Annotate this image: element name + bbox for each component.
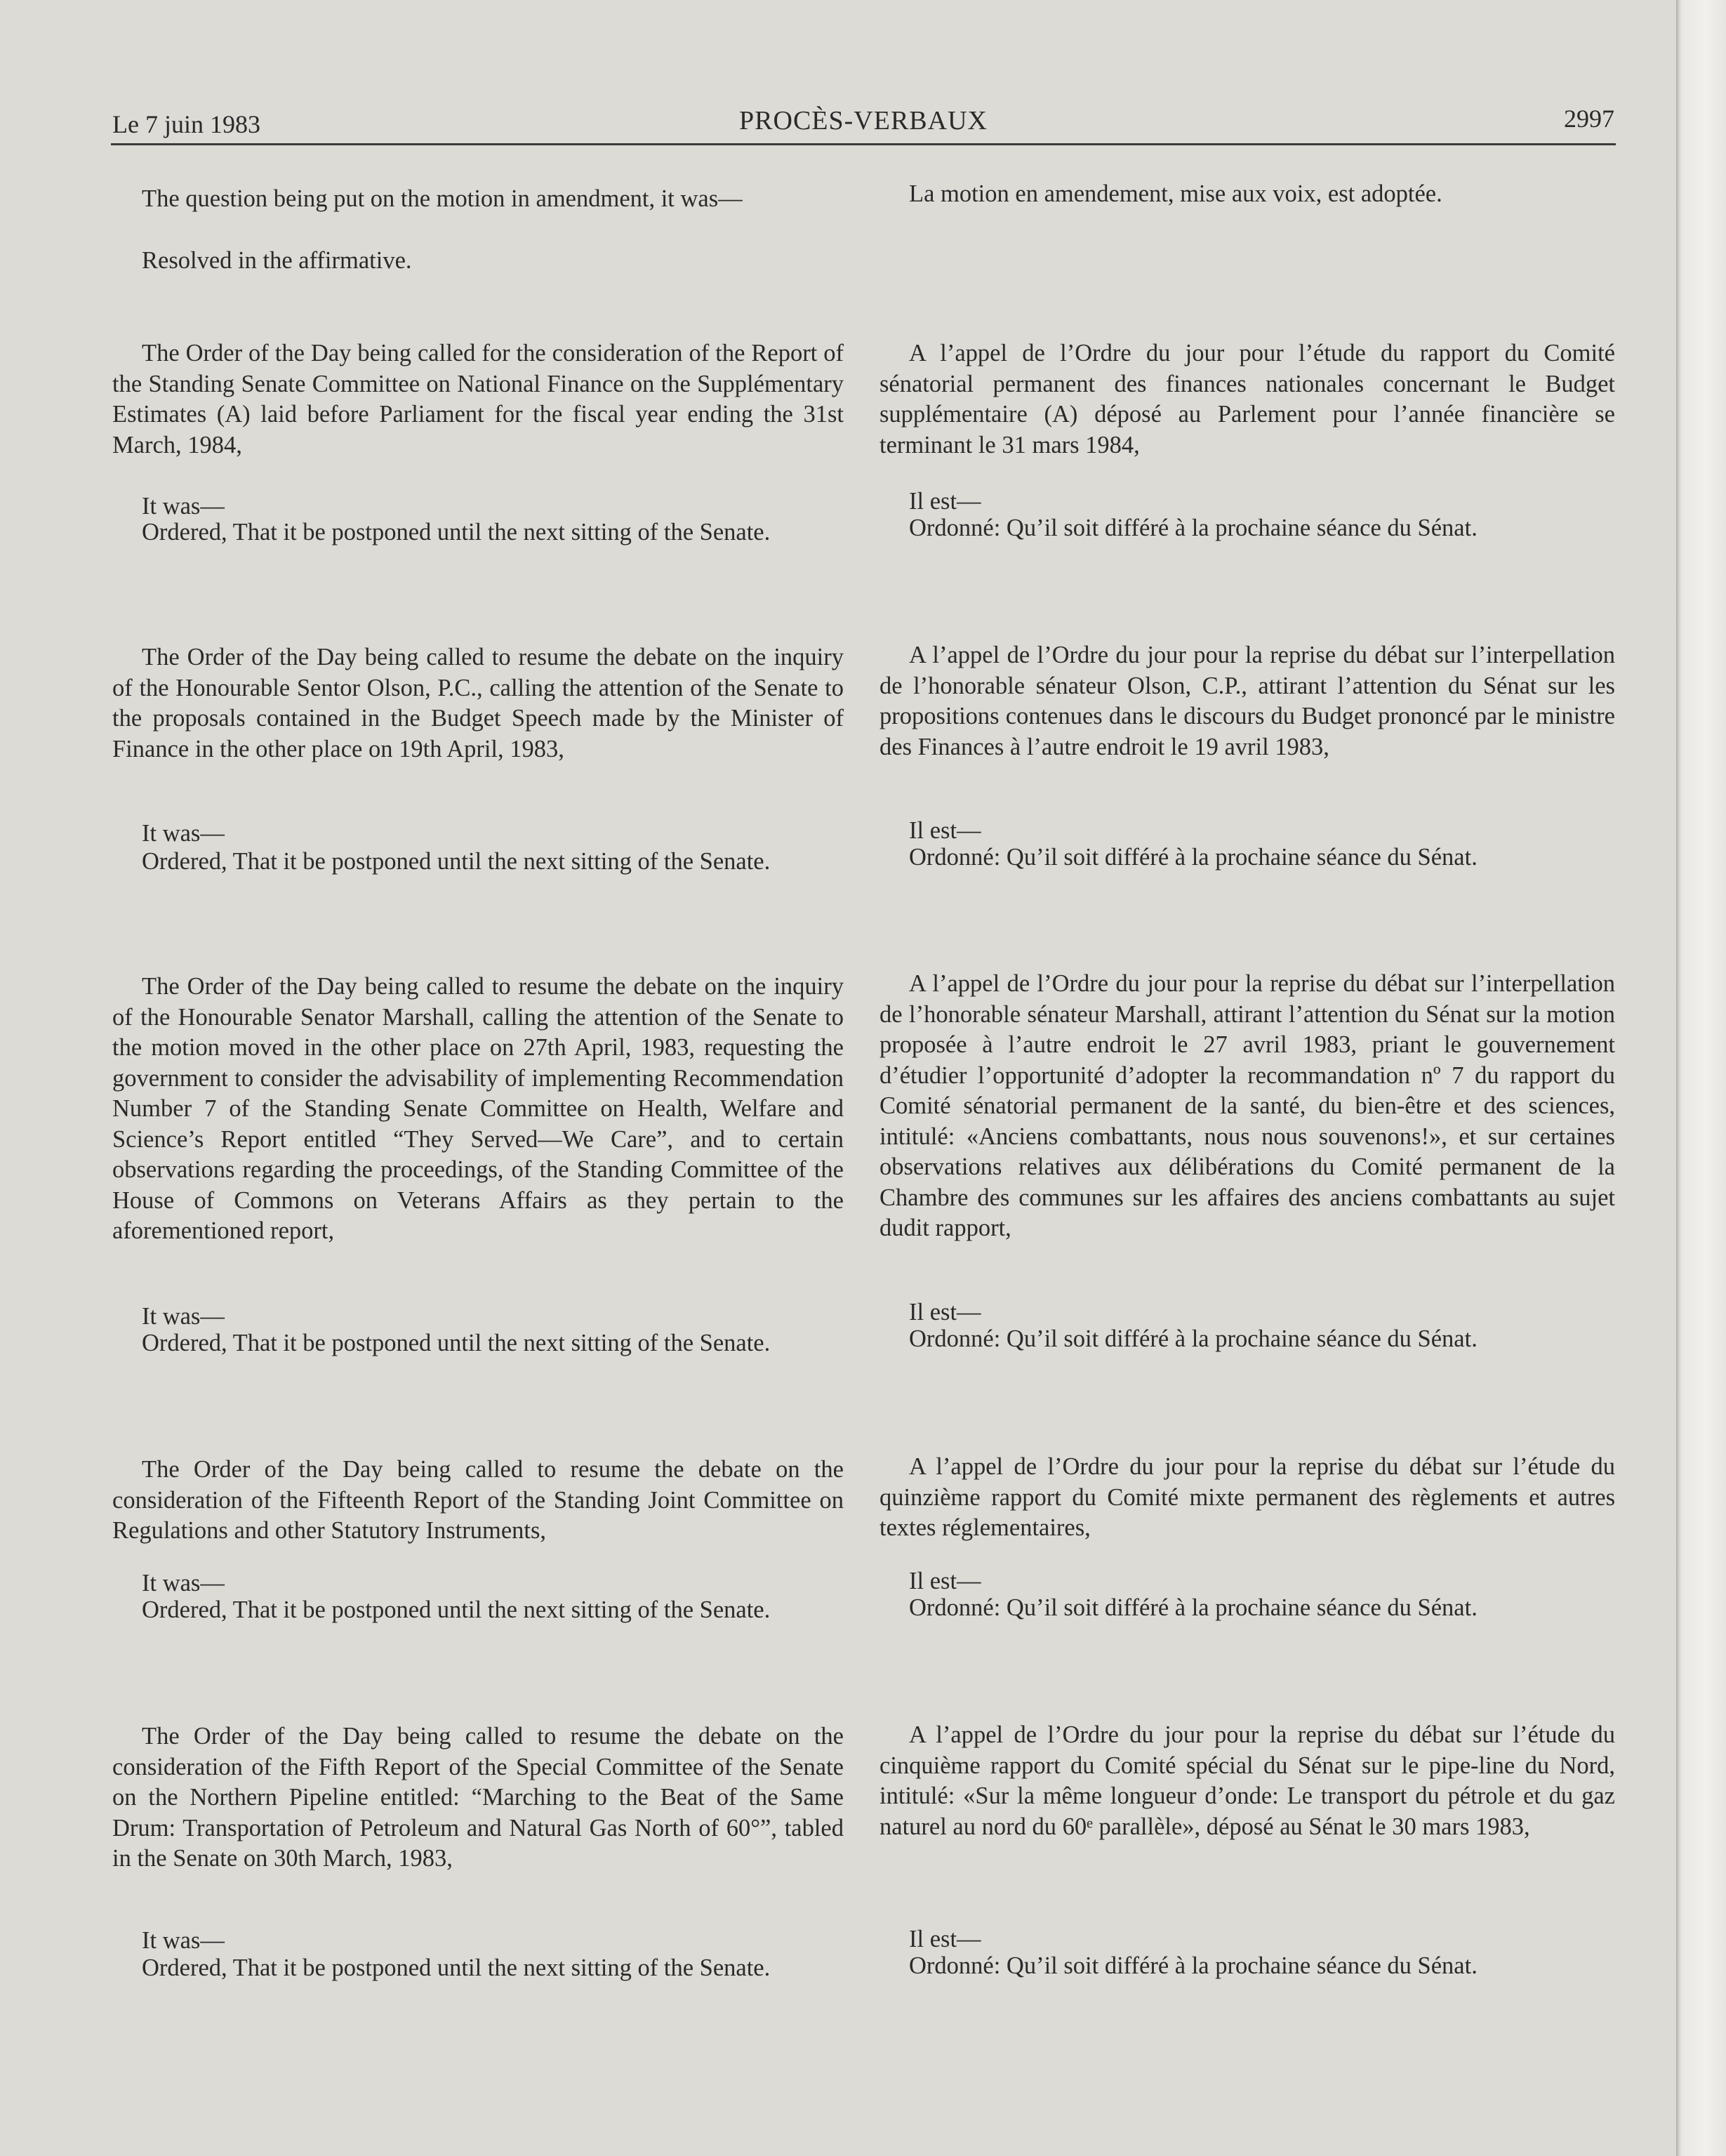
header-title: PROCÈS-VERBAUX xyxy=(739,106,988,135)
appel-ordre-du-jour-paragraph: A l’appel de l’Ordre du jour pour l’étude du rapport du Comité sénatorial permanent des finances nationales concernant le Budget supplémentaire (A) déposé au Parlement pour l’année financière se terminant le 31 mars 1984, xyxy=(879,340,1615,458)
motion-adoptee: La motion en amendement, mise aux voix, est adoptée. xyxy=(909,180,1442,207)
ordered-postponed: Ordered, That it be postponed until the next sitting of the Senate. xyxy=(142,1596,771,1623)
ordered-postponed: Ordered, That it be postponed until the next sitting of the Senate. xyxy=(142,519,771,545)
appel-ordre-du-jour-paragraph: A l’appel de l’Ordre du jour pour la reprise du débat sur l’interpellation de l’honorable sénateur Marshall, attirant l’attention du Sénat sur la motion proposée à l’autre endroit le 27 avril 1983, priant le gouvernement d’étudier l’opportunité d’adopter la recommandation nº 7 du rapport du Comité sénatorial permanent de la santé, du bien-être et des sciences, intitulé: «Anciens combattants, nous nous souvenons!», et sur certaines observations relatives aux délibérations du Comité permanent de la Chambre des communes sur les affaires des anciens combattants au sujet dudit rapport, xyxy=(879,970,1615,1241)
ordonne-differe: Ordonné: Qu’il soit différé à la prochaine séance du Sénat. xyxy=(909,1594,1478,1621)
appel-ordre-du-jour-paragraph: A l’appel de l’Ordre du jour pour la reprise du débat sur l’étude du cinquième rapport du Comité spécial du Sénat sur le pipe-line du Nord, intitulé: «Sur la même longueur d’onde: Le transport du pétrole et du gaz naturel au nord du 60ᵉ parallèle», déposé au Sénat le 30 mars 1983, xyxy=(879,1721,1615,1840)
ordered-postponed: Ordered, That it be postponed until the next sitting of the Senate. xyxy=(142,848,771,875)
order-of-day-paragraph: The Order of the Day being called to resume the debate on the consideration of the Fifteenth Report of the Standing Joint Committee on Regulations and other Statutory Instruments, xyxy=(112,1456,844,1544)
ordonne-differe: Ordonné: Qu’il soit différé à la prochaine séance du Sénat. xyxy=(909,844,1478,871)
ordonne-differe: Ordonné: Qu’il soit différé à la prochaine séance du Sénat. xyxy=(909,1325,1478,1352)
it-was-label: It was— xyxy=(142,820,225,847)
order-of-day-paragraph: The Order of the Day being called to resume the debate on the inquiry of the Honourable Sentor Olson, P.C., calling the attention of the Senate to the proposals contained in the Budget Speech made by the Minister of Finance in the other place on 19th April, 1983, xyxy=(112,644,844,762)
appel-ordre-du-jour-paragraph: A l’appel de l’Ordre du jour pour la reprise du débat sur l’étude du quinzième rapport du Comité mixte permanent des règlements et autres textes réglementaires, xyxy=(879,1453,1615,1541)
appel-ordre-du-jour-paragraph: A l’appel de l’Ordre du jour pour la reprise du débat sur l’interpellation de l’honorable sénateur Olson, C.P., attirant l’attention du Sénat sur les propositions contenues dans le discours du Budget prononcé par le ministre des Finances à l’autre endroit le 19 avril 1983, xyxy=(879,642,1615,760)
ordered-postponed: Ordered, That it be postponed until the next sitting of the Senate. xyxy=(142,1955,771,1981)
ordered-postponed: Ordered, That it be postponed until the next sitting of the Senate. xyxy=(142,1330,771,1356)
order-of-day-paragraph: The Order of the Day being called to resume the debate on the consideration of the Fifth Report of the Special Committee of the Senate on the Northern Pipeline entitled: “Marching to the Beat of the Same Drum: Transportation of Petroleum and Natural Gas North of 60°”, tabled in the Senate on 30th March, 1983, xyxy=(112,1723,844,1872)
order-of-day-paragraph: The Order of the Day being called to resume the debate on the inquiry of the Honourable Senator Marshall, calling the attention of the Senate to the motion moved in the other place on 27th April, 1983, requesting the government to consider the advisability of implementing Recommendation Number 7 of the Standing Senate Committee on Health, Welfare and Science’s Report entitled “They Served—We Care”, and to certain observations regarding the proceedings, of the Standing Committee of the House of Commons on Veterans Affairs as they pertain to the aforementioned report, xyxy=(112,973,844,1244)
il-est-label: Il est— xyxy=(909,1299,981,1325)
ordonne-differe: Ordonné: Qu’il soit différé à la prochaine séance du Sénat. xyxy=(909,1952,1478,1979)
page-number: 2997 xyxy=(1564,105,1614,133)
it-was-label: It was— xyxy=(142,493,225,520)
il-est-label: Il est— xyxy=(909,1568,981,1594)
ordonne-differe: Ordonné: Qu’il soit différé à la prochaine séance du Sénat. xyxy=(909,515,1478,541)
il-est-label: Il est— xyxy=(909,1926,981,1952)
header-date: Le 7 juin 1983 xyxy=(112,110,260,138)
it-was-label: It was— xyxy=(142,1927,225,1954)
header-rule xyxy=(111,143,1616,145)
order-of-day-paragraph: The Order of the Day being called for the consideration of the Report of the Standing Senate Committee on National Finance on the Supplémentary Estimates (A) laid before Parliament for the fiscal year ending the 31st March, 1984, xyxy=(112,340,844,458)
page-edge xyxy=(1678,0,1726,2156)
question-put-paragraph: The question being put on the motion in amendment, it was— xyxy=(142,185,743,212)
il-est-label: Il est— xyxy=(909,817,981,844)
it-was-label: It was— xyxy=(142,1303,225,1330)
page-header xyxy=(112,104,1614,143)
resolved-affirmative: Resolved in the affirmative. xyxy=(142,247,412,274)
il-est-label: Il est— xyxy=(909,488,981,515)
it-was-label: It was— xyxy=(142,1570,225,1596)
